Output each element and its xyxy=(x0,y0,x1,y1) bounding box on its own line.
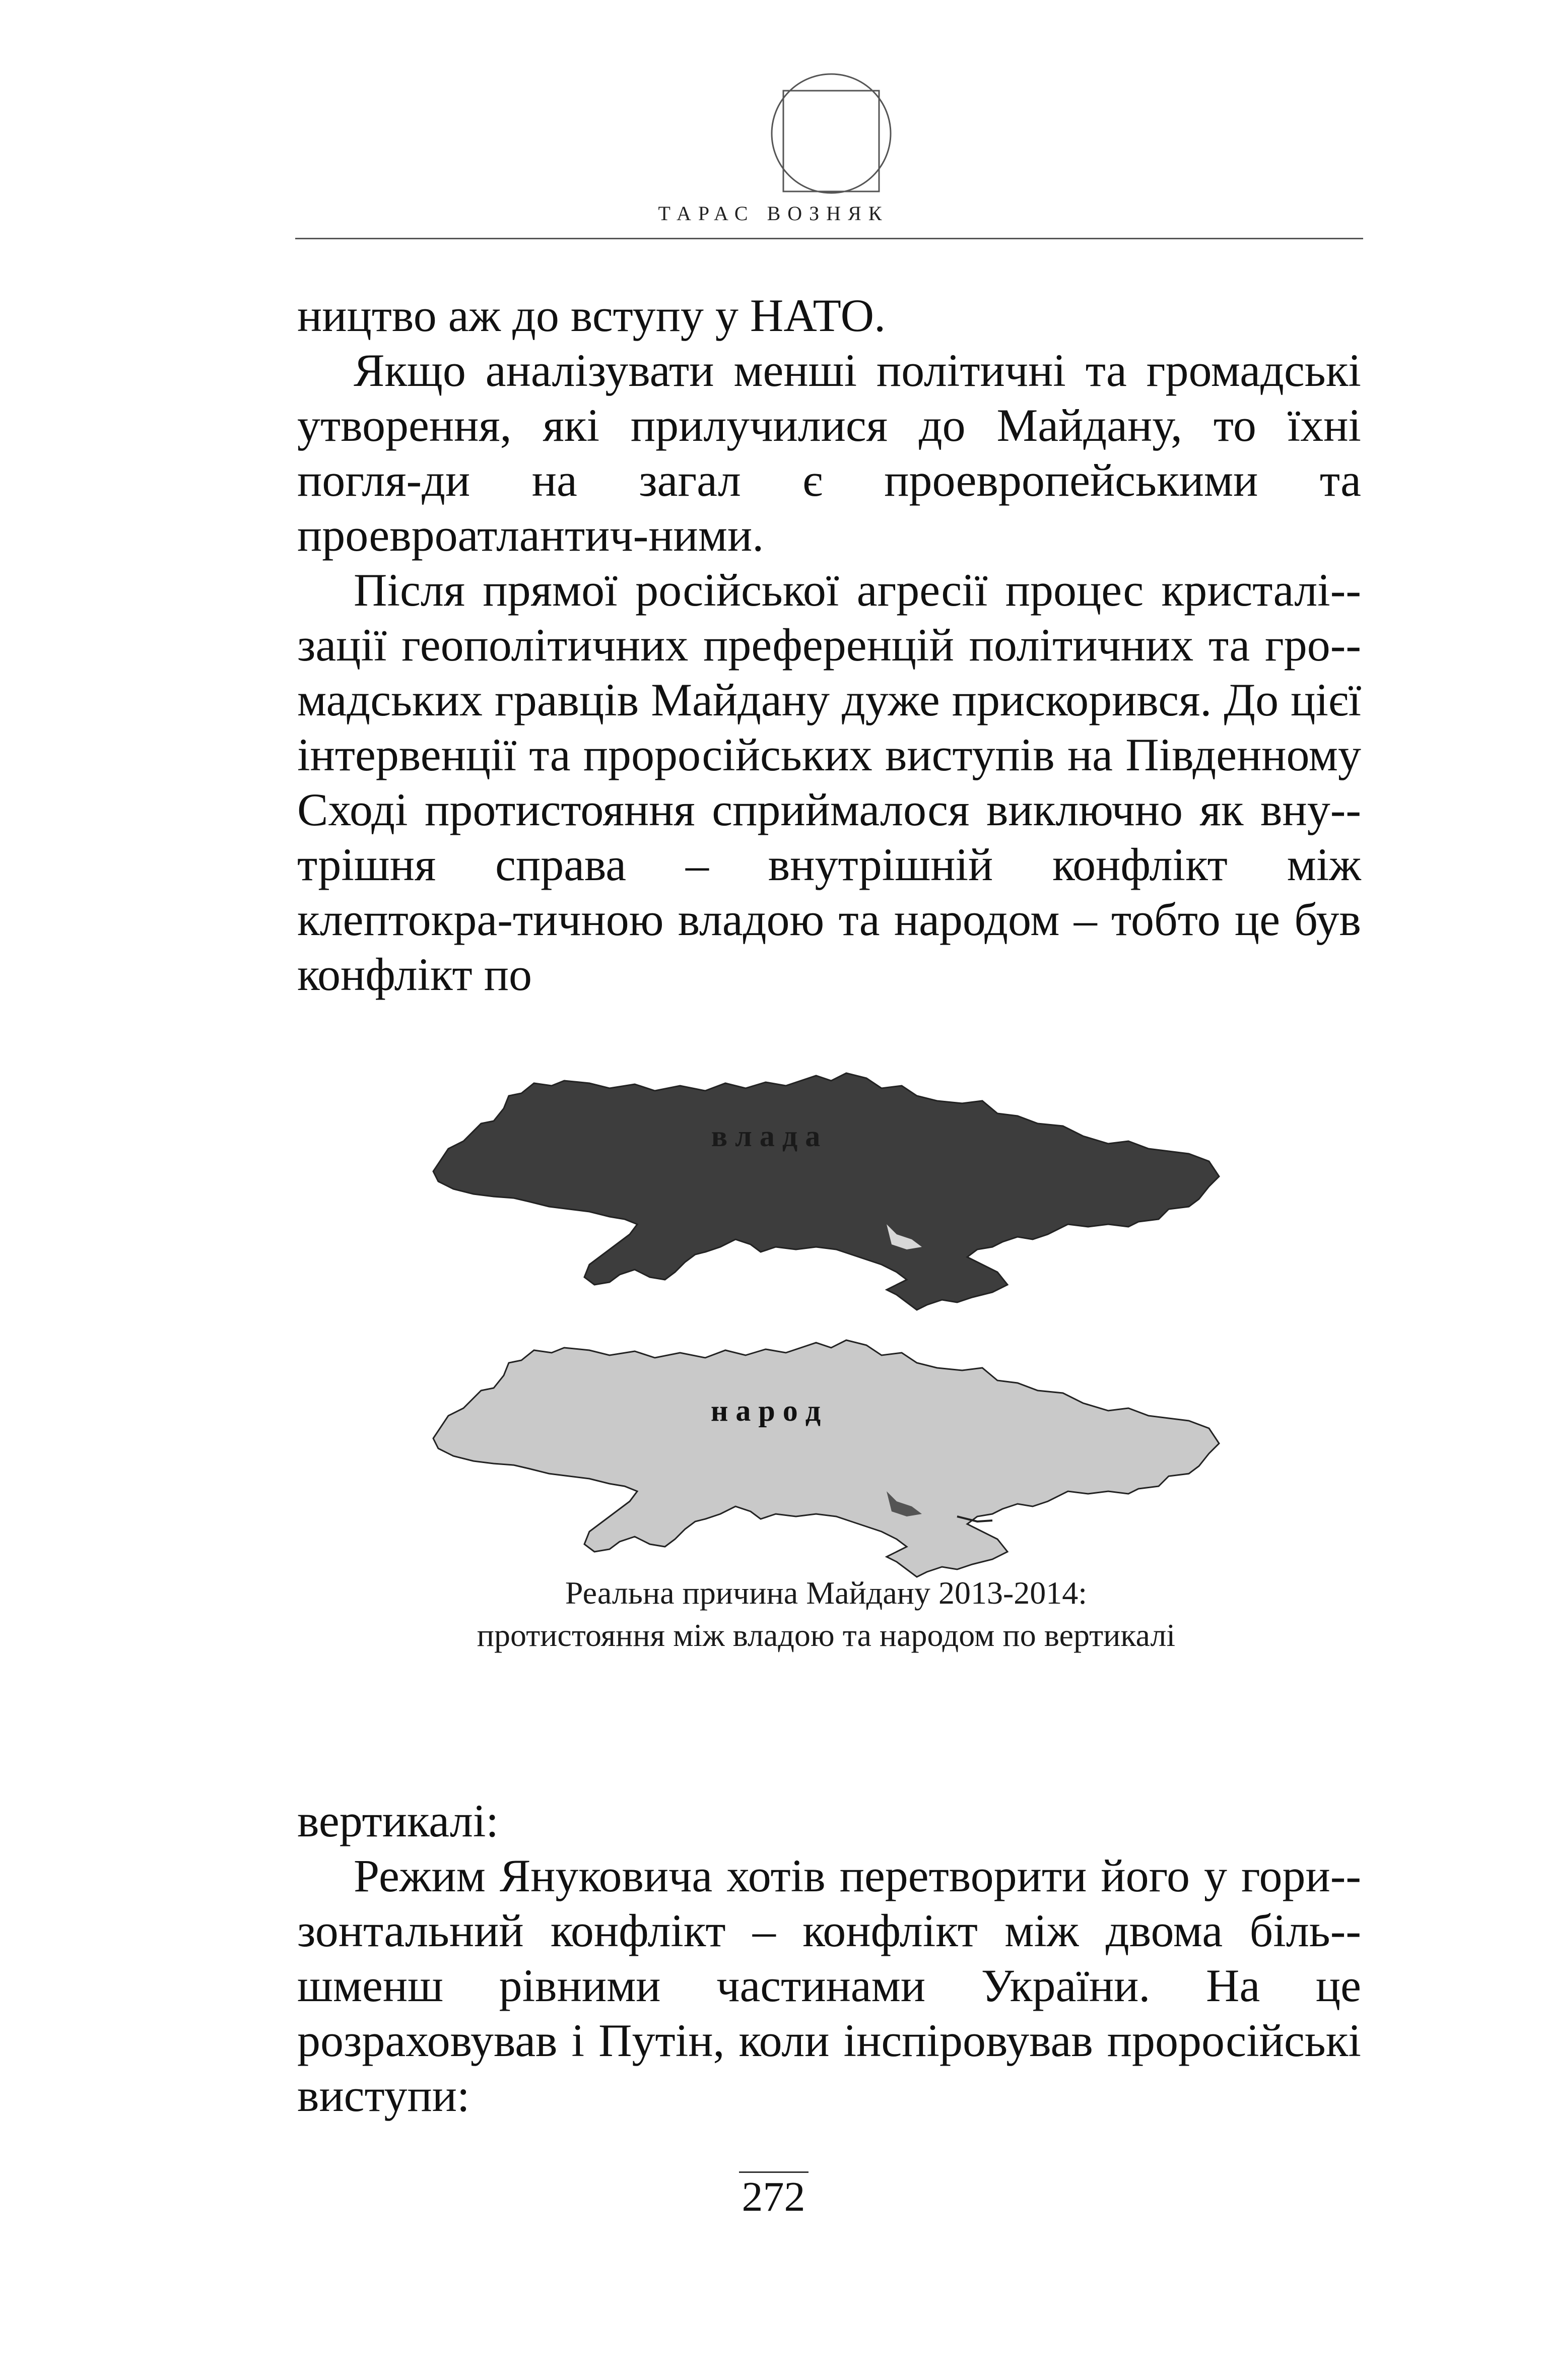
body-text-top xyxy=(297,288,1361,1002)
body-text-bottom xyxy=(297,1794,1361,2123)
paragraph: вертикалі: xyxy=(297,1795,499,1846)
circle-square-emblem-icon xyxy=(768,71,894,196)
caption-line-2: протистояння між владою та народом по вертикалі xyxy=(477,1617,1176,1653)
lower-map-narod xyxy=(433,1340,1219,1577)
paragraph: Після прямої російської агресії процес кристалі-зації геополітичних преференцій політичних та гро-мадських гравців Майдану дуже прискорився. До цієї інтервенції та проросійських виступів на Південному Сході протистояння сприймалося виключно як вну-трішня справа – внутрішній конфлікт між клептокра-тичною владою та народом – тобто це був конфлікт по xyxy=(297,564,1361,1000)
paragraph: Режим Януковича хотів перетворити його у гори-зонтальний конфлікт – конфлікт між двома біль-шменш рівними частинами України. На це розраховував і Путін, коли інспіровував проросійські виступи: xyxy=(297,1850,1361,2121)
page-number-value: 272 xyxy=(739,2171,809,2221)
paragraph: Якщо аналізувати менші політичні та громадські утворення, які прилучилися до Майдану, то їхні погля-ди на загал є проевропейськими та проевроатлантич-ними. xyxy=(297,345,1361,561)
upper-map-vlada xyxy=(433,1073,1219,1310)
lower-map-label: н а р о д xyxy=(710,1394,821,1427)
ukraine-maps-figure xyxy=(413,1048,1259,1592)
page-number xyxy=(0,2171,1547,2221)
header-rule xyxy=(295,238,1363,239)
upper-map-label: в л а д а xyxy=(711,1119,821,1153)
running-head: ТАРАС ВОЗНЯК xyxy=(658,202,889,225)
caption-line-1: Реальна причина Майдану 2013-2014: xyxy=(565,1575,1088,1611)
figure-caption xyxy=(353,1572,1300,1657)
paragraph: ництво аж до вступу у НАТО. xyxy=(297,290,886,341)
